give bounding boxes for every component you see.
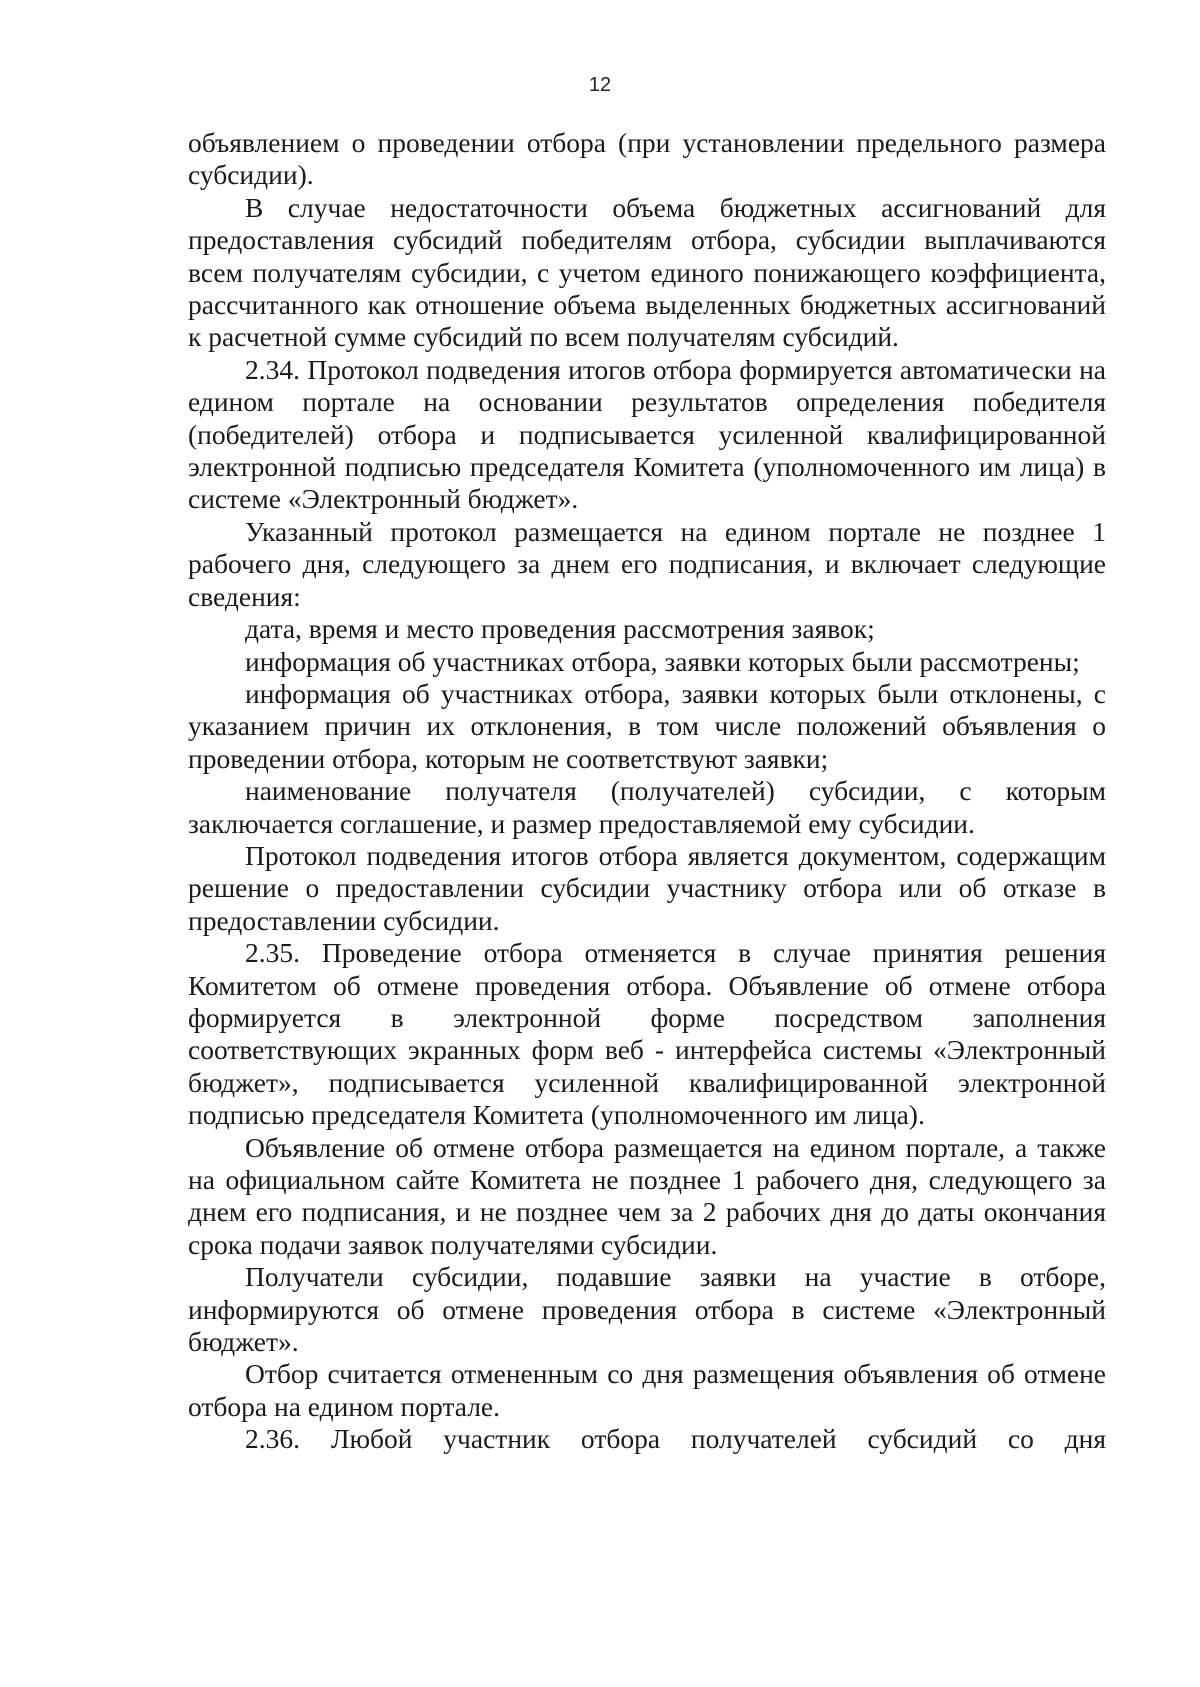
paragraph-continuation: объявлением о проведении отбора (при установлении предельного размера субсидии). — [188, 127, 1106, 191]
paragraph-2-34-protocol: 2.34. Протокол подведения итогов отбора формируется автоматически на едином портале на основании результатов определения победителя (победителей) отбора и подписывается усиленной квалифицированной электронной подписью председателя Комитета (уполномоченного им лица) в системе «Электронный бюджет». — [188, 353, 1106, 515]
paragraph-item-rejected-applications: информация об участниках отбора, заявки которых были отклонены, с указанием причин их отклонения, в том числе положений объявления о проведении отбора, которым не соответствуют заявки; — [188, 677, 1106, 774]
paragraph-insufficient-budget: В случае недостаточности объема бюджетных ассигнований для предоставления субсидий победителям отбора, субсидии выплачиваются всем получателям субсидии, с учетом единого понижающего коэффициента, рассчитанного как отношение объема выделенных бюджетных ассигнований к расчетной сумме субсидий по всем получателям субсидий. — [188, 191, 1106, 353]
paragraph-2-36-start: 2.36. Любой участник отбора получателей субсидий со дня — [245, 1423, 1106, 1455]
paragraph-protocol-decision: Протокол подведения итогов отбора является документом, содержащим решение о предоставлении субсидии участнику отбора или об отказе в предоставлении субсидии. — [188, 839, 1106, 936]
paragraph-2-35-cancellation: 2.35. Проведение отбора отменяется в случае принятия решения Комитетом об отмене проведения отбора. Объявление об отмене отбора формируется в электронной форме посредством заполнения соответствующих экранных форм веб - интерфейса системы «Электронный бюджет», подписывается усиленной квалифицированной электронной подписью председателя Комитета (уполномоченного им лица). — [188, 937, 1106, 1131]
paragraph-item-date-time-place: дата, время и место проведения рассмотрения заявок; — [245, 613, 875, 645]
paragraph-item-recipient-name: наименование получателя (получателей) субсидии, с которым заключается соглашение, и размер предоставляемой ему субсидии. — [188, 775, 1106, 839]
document-body — [188, 127, 1106, 1456]
paragraph-recipients-informed: Получатели субсидии, подавшие заявки на участие в отборе, информируются об отмене проведения отбора в системе «Электронный бюджет». — [188, 1261, 1106, 1358]
page-number: 12 — [588, 74, 612, 96]
paragraph-cancellation-publication: Объявление об отмене отбора размещается на едином портале, а также на официальном сайте Комитета не позднее 1 рабочего дня, следующего за днем его подписания, и не позднее чем за 2 рабочих дня до даты окончания срока подачи заявок получателями субсидии. — [188, 1131, 1106, 1260]
paragraph-item-reviewed-applications: информация об участниках отбора, заявки которых были рассмотрены; — [245, 645, 1080, 677]
paragraph-selection-cancelled: Отбор считается отмененным со дня размещения объявления об отмене отбора на едином портале. — [188, 1358, 1106, 1422]
paragraph-protocol-publication: Указанный протокол размещается на едином портале не позднее 1 рабочего дня, следующего за днем его подписания, и включает следующие сведения: — [188, 515, 1106, 612]
